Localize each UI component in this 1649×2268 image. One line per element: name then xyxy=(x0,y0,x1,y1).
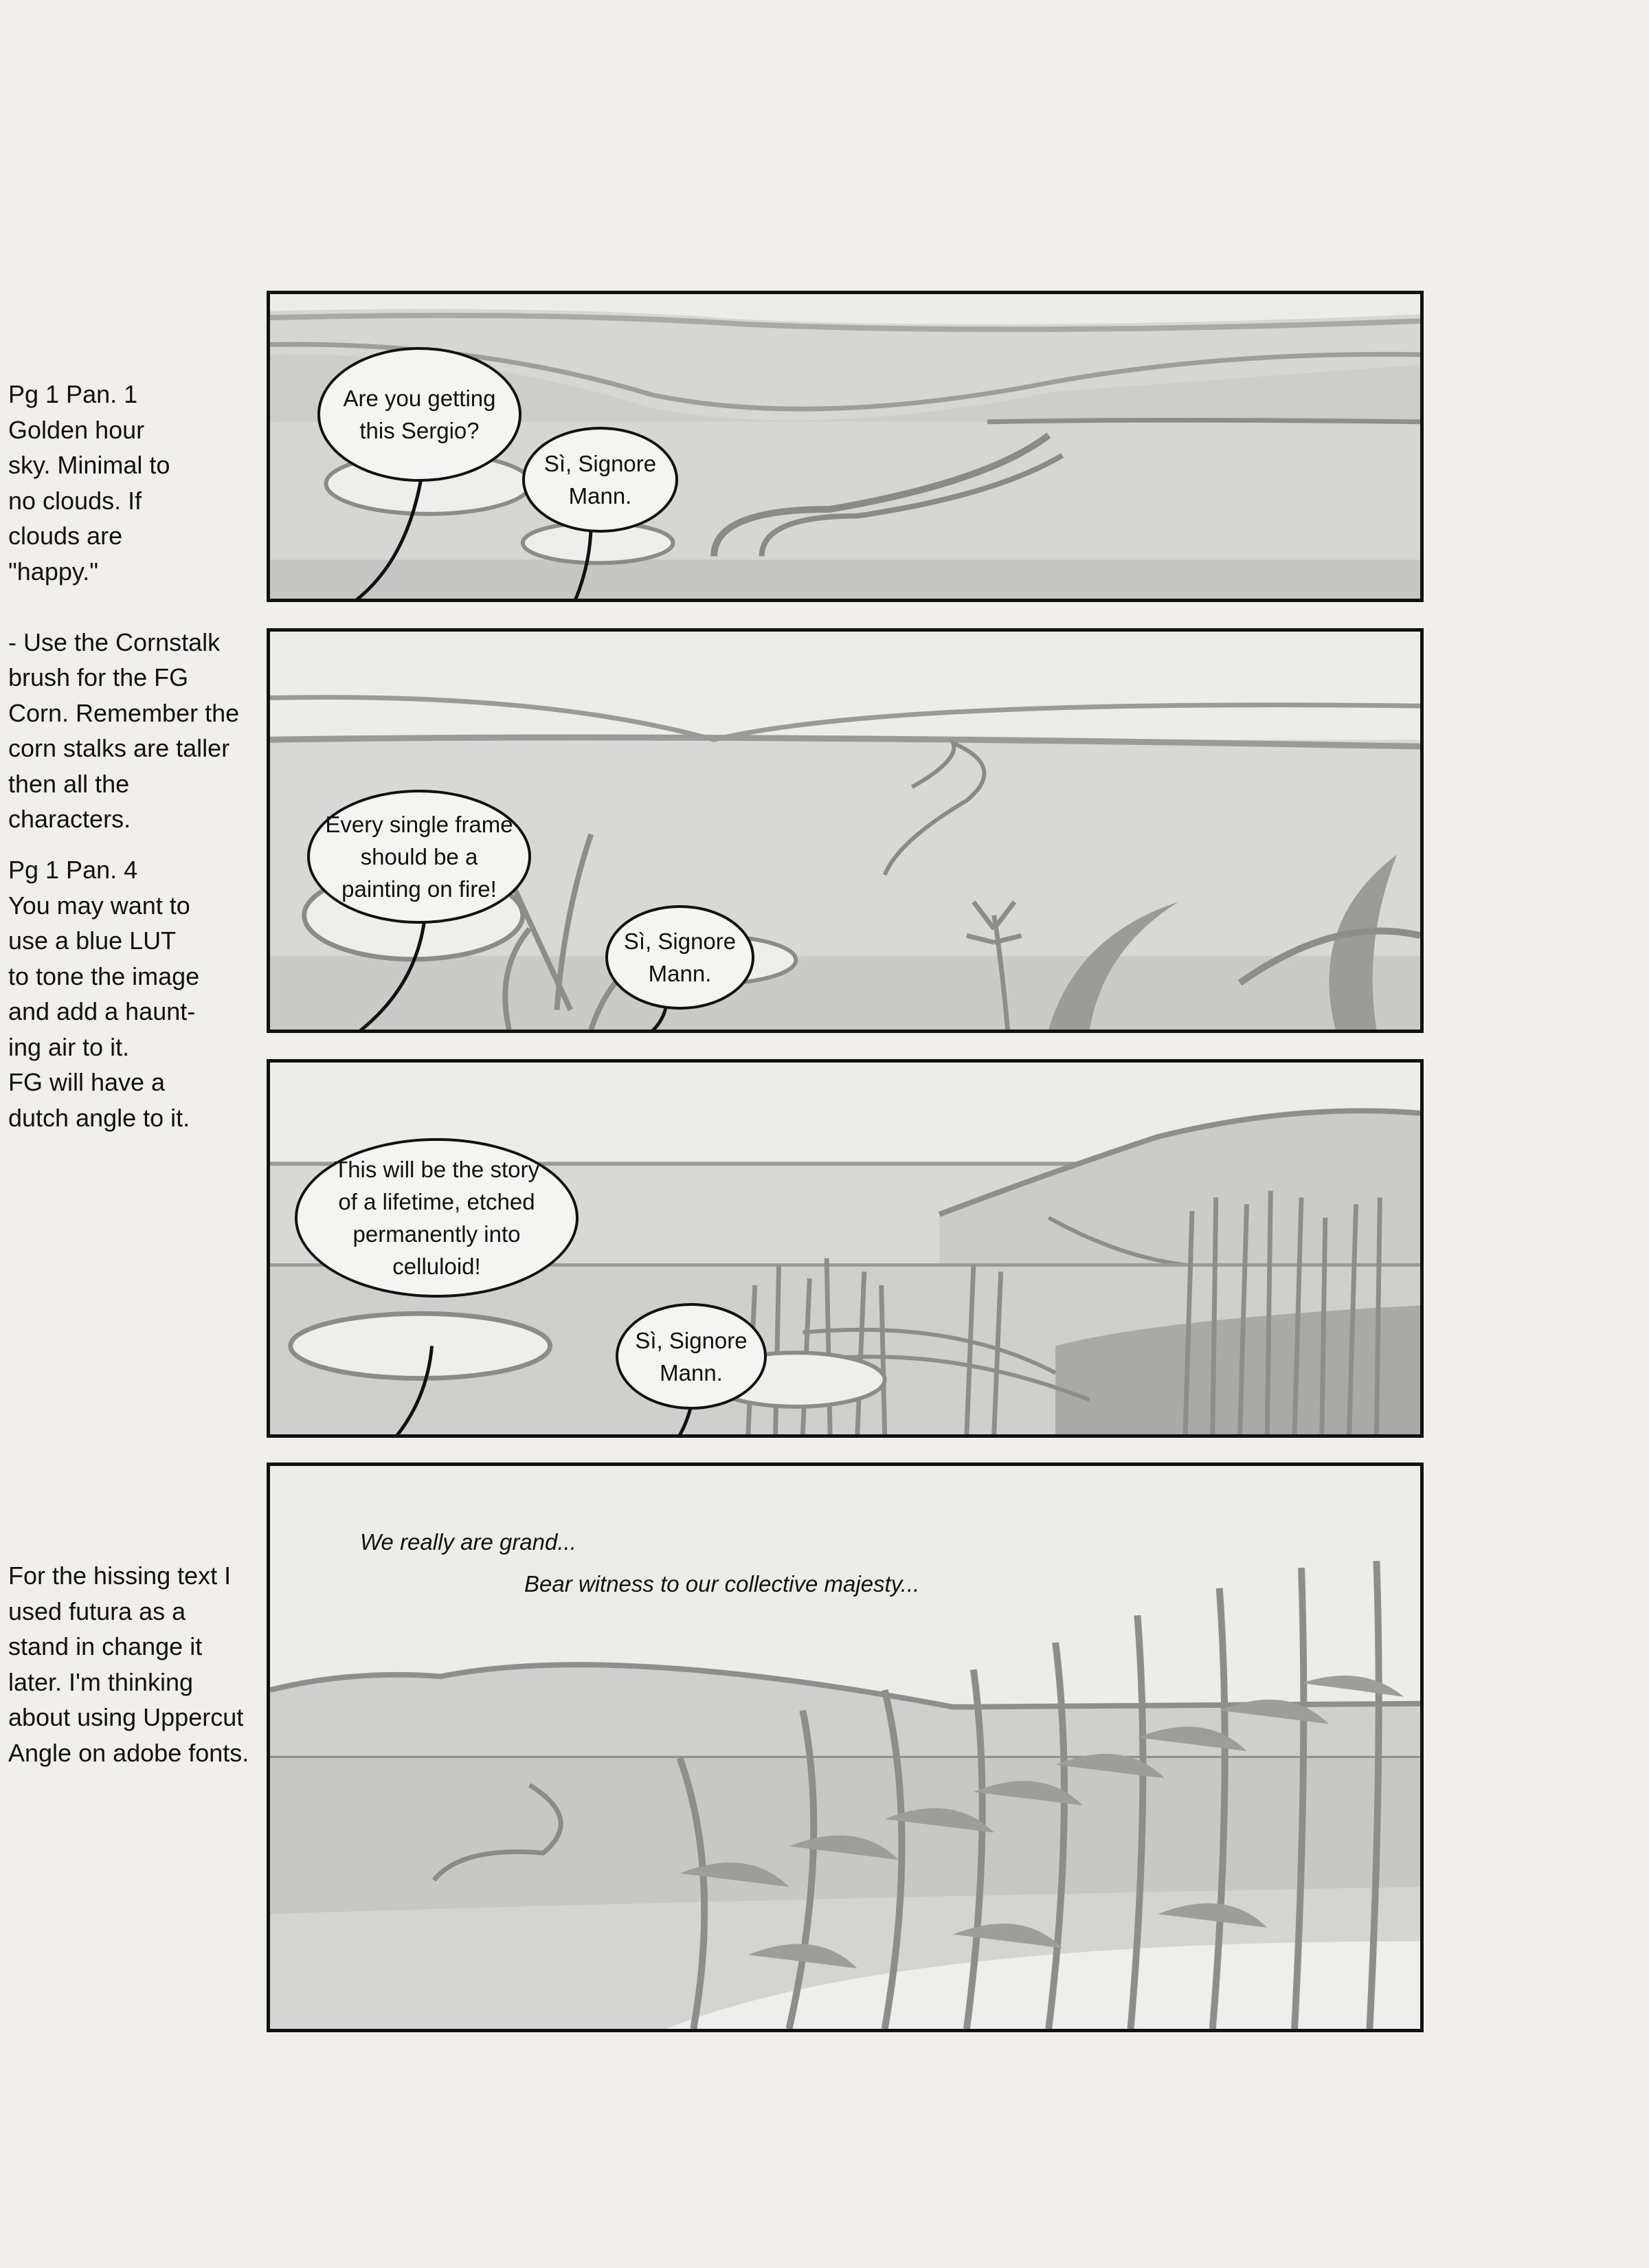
panel-2 xyxy=(267,628,1424,1033)
panel-4 xyxy=(267,1463,1424,2032)
speech-bubble-sergio: Sì, Signore Mann. xyxy=(522,427,678,533)
panel-1 xyxy=(267,291,1424,602)
speech-bubble-sergio: Sì, Signore Mann. xyxy=(605,905,754,1010)
panel-4-note: Pg 1 Pan. 4 You may want to use a blue LUT to tone the image and add a haunt- ing air to it. FG will have a dutch angle to it. xyxy=(8,856,200,1132)
panel-3 xyxy=(267,1059,1424,1438)
speech-bubble-director: This will be the story of a lifetime, etched permanently into celluloid! xyxy=(295,1138,579,1298)
speech-bubble-director: Are you getting this Sergio? xyxy=(317,347,521,482)
caption-hissing-2: Bear witness to our collective majesty... xyxy=(524,1571,920,1597)
hissing-text-note: For the hissing text I used futura as a stand in change it later. I'm thinking about using Uppercut Angle on adobe fonts. xyxy=(8,1561,249,1767)
caption-hissing-1: We really are grand... xyxy=(360,1529,576,1555)
speech-bubble-director: Every single frame should be a painting on fire! xyxy=(307,790,531,924)
speech-bubble-sergio: Sì, Signore Mann. xyxy=(616,1303,767,1410)
panel-1-note: Pg 1 Pan. 1 Golden hour sky. Minimal to no clouds. If clouds are "happy." - Use the Cornstalk brush for the FG Corn. Remember the corn stalks are taller then all the characters. xyxy=(8,380,240,833)
